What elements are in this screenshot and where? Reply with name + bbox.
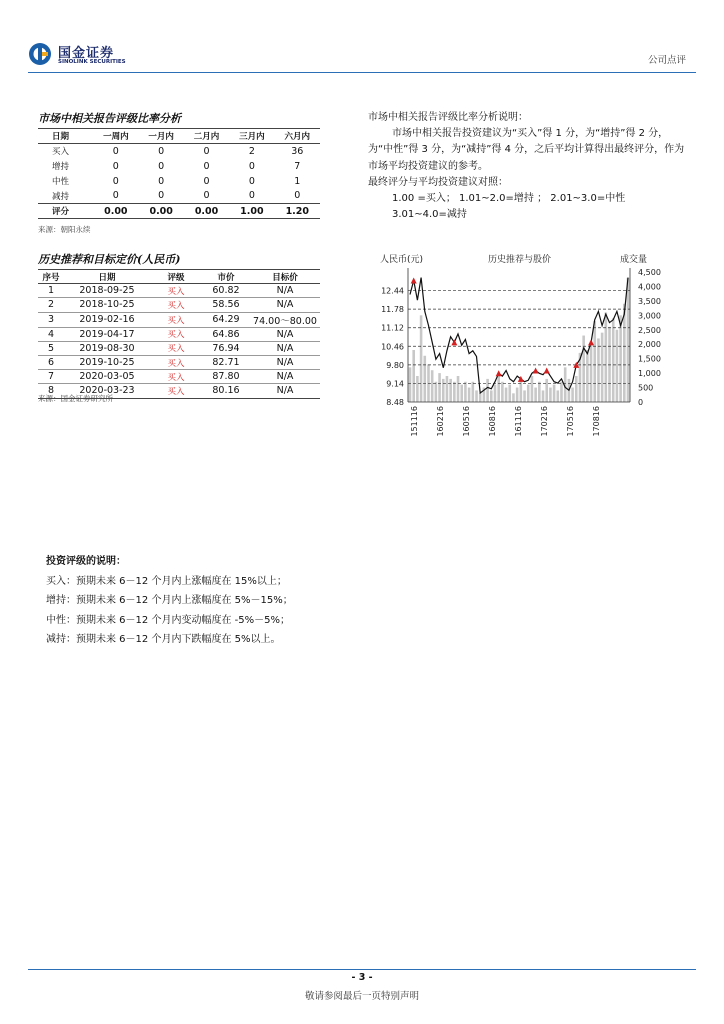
- price-history-chart: [368, 248, 694, 448]
- table-cell: 0: [112, 175, 119, 187]
- row-target: N/A: [276, 371, 294, 383]
- volume-bar: [431, 370, 434, 402]
- row-price: 80.16: [212, 385, 240, 397]
- row-date: 2020-03-23: [79, 385, 135, 397]
- volume-bar: [416, 376, 419, 402]
- row-rating: 买入: [167, 386, 185, 397]
- volume-bar: [582, 336, 585, 402]
- x-tick-label: 170816: [592, 406, 601, 437]
- definition-item: 减持：预期未来 6－12 个月内下跌幅度在 5%以上。: [46, 634, 281, 645]
- rating-marker: [588, 339, 594, 345]
- table-cell: 0: [203, 145, 210, 157]
- volume-bar: [608, 327, 611, 402]
- volume-bar: [531, 376, 534, 402]
- right-tick-label: 3,000: [638, 311, 661, 321]
- x-tick-label: 170516: [566, 406, 575, 437]
- column-header: 一周内: [93, 129, 138, 144]
- table-cell: 0: [248, 190, 255, 202]
- row-target: N/A: [276, 328, 294, 340]
- table-row: [38, 144, 320, 159]
- row-label: 增持: [52, 162, 70, 172]
- row-label: 评分: [38, 204, 93, 219]
- table-cell: 0: [112, 145, 119, 157]
- x-tick-label: 160216: [436, 406, 445, 437]
- table-cell: 0: [112, 160, 119, 172]
- left-tick-label: 12.44: [381, 286, 404, 296]
- definition-item: 增持：预期未来 6－12 个月内上涨幅度在 5%－15%；: [46, 595, 293, 606]
- row-number: 5: [47, 342, 55, 354]
- table-header-row: [38, 129, 320, 144]
- volume-bar: [557, 390, 560, 402]
- row-date: 2019-04-17: [79, 328, 135, 340]
- row-price: 82.71: [212, 357, 240, 369]
- volume-bar: [512, 393, 515, 402]
- volume-bar: [438, 373, 441, 402]
- row-date: 2018-10-25: [79, 299, 135, 311]
- row-target: N/A: [276, 357, 294, 369]
- rating-stats-title: 市场中相关报告评级比率分析: [38, 112, 181, 125]
- x-tick-label: 161116: [514, 406, 523, 437]
- table-row: [38, 189, 320, 204]
- right-tick-label: 2,000: [638, 340, 661, 350]
- logo-icon: [28, 42, 52, 66]
- rating-marker: [411, 277, 417, 283]
- right-tick-label: 500: [638, 383, 654, 393]
- volume-bar: [538, 382, 541, 402]
- rating-marker: [544, 367, 550, 373]
- table-cell: 0: [158, 190, 165, 202]
- volume-bar: [527, 385, 530, 402]
- column-header: 序号: [38, 270, 64, 284]
- right-tick-label: 0: [638, 398, 644, 407]
- row-number: 3: [47, 314, 55, 326]
- volume-bar: [505, 388, 508, 402]
- volume-bar: [449, 379, 452, 402]
- row-price: 64.29: [212, 314, 240, 326]
- column-header: 市价: [202, 270, 250, 284]
- volume-bar: [472, 382, 475, 402]
- volume-bar: [590, 341, 593, 402]
- column-header: 一月内: [139, 129, 184, 144]
- volume-bar: [475, 390, 478, 402]
- volume-bar: [457, 376, 460, 402]
- volume-bar: [464, 382, 467, 402]
- x-tick-label: 170216: [540, 406, 549, 437]
- row-number: 7: [47, 371, 55, 383]
- volume-bar: [545, 379, 548, 402]
- table-row: [38, 159, 320, 174]
- row-target: N/A: [276, 342, 294, 354]
- report-type: 公司点评: [647, 55, 686, 66]
- right-tick-label: 4,000: [638, 282, 661, 292]
- volume-bar: [597, 338, 600, 402]
- volume-bar: [571, 388, 574, 402]
- left-tick-label: 9.80: [386, 360, 404, 370]
- row-target: N/A: [276, 299, 294, 311]
- history-source: 来源：国金证券研究所: [38, 394, 113, 403]
- right-tick-label: 1,000: [638, 369, 661, 379]
- volume-bar: [575, 376, 578, 402]
- volume-bar: [409, 367, 412, 402]
- row-date: 2018-09-25: [79, 285, 135, 297]
- table-row: [38, 341, 320, 355]
- table-cell: 0: [248, 160, 255, 172]
- table-cell: 7: [294, 160, 301, 172]
- table-row: [38, 327, 320, 341]
- company-name-en: SINOLINK SECURITIES: [58, 59, 126, 65]
- x-tick-label: 160516: [462, 406, 471, 437]
- right-tick-label: 1,500: [638, 354, 661, 364]
- history-table: [38, 269, 320, 399]
- row-date: 2019-02-16: [79, 314, 135, 326]
- column-header: 日期: [38, 129, 93, 144]
- volume-bar: [486, 379, 489, 402]
- volume-bar: [442, 379, 445, 402]
- row-rating: 买入: [167, 344, 185, 355]
- volume-bar: [490, 390, 493, 402]
- volume-bar: [560, 382, 563, 402]
- x-tick-label: 160816: [488, 406, 497, 437]
- volume-bar: [534, 388, 537, 402]
- header-rule: [28, 72, 696, 73]
- row-target: N/A: [276, 285, 294, 297]
- row-date: 2020-03-05: [79, 371, 135, 383]
- page-number: - 3 -: [351, 972, 373, 983]
- volume-bar: [516, 388, 519, 402]
- table-cell: 2: [248, 145, 255, 157]
- row-number: 4: [47, 328, 55, 340]
- score-row: [38, 204, 320, 219]
- table-row: [38, 312, 320, 327]
- rating-explanation: [368, 110, 686, 223]
- volume-bar: [553, 385, 556, 402]
- volume-bar: [412, 350, 415, 402]
- table-cell: 0: [203, 190, 210, 202]
- row-price: 64.86: [212, 328, 240, 340]
- table-cell: 0: [112, 190, 119, 202]
- table-row: [38, 355, 320, 369]
- explanation-paragraph: 市场中相关报告投资建议为“买入”得 1 分，为“增持”得 2 分，为“中性”得 3 分，为“减持”得 4 分，之后平均计算得出最终评分，作为市场平均投资建议的参考。: [368, 128, 685, 172]
- volume-bar: [601, 333, 604, 402]
- table-cell: 1: [294, 175, 301, 187]
- company-name-cn: 国金证券: [58, 46, 115, 61]
- row-number: 8: [47, 385, 55, 397]
- volume-bar: [619, 315, 622, 402]
- table-row: [38, 298, 320, 312]
- table-row: [38, 284, 320, 298]
- volume-bar: [423, 356, 426, 402]
- explanation-title: 市场中相关报告评级比率分析说明：: [368, 112, 528, 123]
- volume-bar: [497, 373, 500, 402]
- row-date: 2019-08-30: [79, 342, 135, 354]
- row-rating: 买入: [167, 286, 185, 297]
- column-header: 日期: [64, 270, 150, 284]
- volume-bar: [453, 382, 456, 402]
- table-cell: 1.20: [275, 204, 320, 219]
- volume-bar: [479, 393, 482, 402]
- row-rating: 买入: [167, 330, 185, 341]
- right-axis-label: 成交量: [620, 255, 648, 265]
- volume-bar: [446, 376, 449, 402]
- left-tick-label: 11.78: [381, 305, 404, 315]
- volume-bar: [501, 382, 504, 402]
- table-header-row: [38, 270, 320, 284]
- footer-disclaimer: 敬请参阅最后一页特别声明: [304, 991, 419, 1002]
- row-rating: 买入: [167, 300, 185, 311]
- table-cell: 1.00: [229, 204, 274, 219]
- history-title: 历史推荐和目标定价(人民币): [38, 253, 181, 266]
- table-cell: 0.00: [93, 204, 138, 219]
- definition-item: 买入：预期未来 6－12 个月内上涨幅度在 15%以上；: [46, 575, 287, 587]
- left-tick-label: 10.46: [381, 342, 404, 352]
- table-cell: 36: [291, 145, 304, 157]
- row-price: 58.56: [212, 299, 240, 311]
- right-tick-label: 4,500: [638, 268, 661, 277]
- row-label: 中性: [52, 177, 70, 187]
- row-price: 60.82: [212, 285, 240, 297]
- row-price: 87.80: [212, 371, 240, 383]
- left-axis-label: 人民币(元): [380, 255, 424, 265]
- row-price: 76.94: [212, 342, 240, 354]
- volume-bar: [460, 385, 463, 402]
- table-cell: 0: [158, 145, 165, 157]
- right-tick-label: 2,500: [638, 325, 661, 335]
- left-tick-label: 8.48: [386, 398, 404, 407]
- volume-bar: [435, 382, 438, 402]
- table-cell: 0: [294, 190, 301, 202]
- table-cell: 0: [203, 175, 210, 187]
- definitions-title: 投资评级的说明：: [46, 556, 126, 567]
- mapping-title: 最终评分与平均投资建议对照：: [368, 176, 508, 188]
- row-date: 2019-10-25: [79, 357, 135, 369]
- volume-bar: [494, 385, 497, 402]
- column-header: 目标价: [250, 270, 320, 284]
- volume-bar: [508, 385, 511, 402]
- row-number: 1: [47, 285, 55, 297]
- volume-bar: [523, 390, 526, 402]
- table-row: [38, 174, 320, 189]
- definition-item: 中性：预期未来 6－12 个月内变动幅度在 -5%－5%；: [46, 614, 290, 626]
- rating-stats-source: 来源：朝阳永续: [38, 225, 91, 234]
- row-number: 6: [47, 357, 55, 369]
- row-rating: 买入: [167, 372, 185, 383]
- rating-definitions: [46, 552, 366, 650]
- table-cell: 0: [158, 175, 165, 187]
- table-cell: 0: [158, 160, 165, 172]
- volume-bar: [586, 350, 589, 402]
- table-cell: 0.00: [139, 204, 184, 219]
- volume-bar: [612, 318, 615, 402]
- column-header: 六月内: [275, 129, 320, 144]
- volume-bar: [420, 315, 423, 402]
- footer-rule: [28, 969, 696, 970]
- left-tick-label: 9.14: [386, 379, 404, 389]
- column-header: 二月内: [184, 129, 229, 144]
- mapping-line: 1.00 =买入； 1.01~2.0=增持 ； 2.01~3.0=中性: [392, 193, 626, 205]
- row-label: 买入: [52, 147, 70, 158]
- left-tick-label: 11.12: [381, 323, 404, 333]
- volume-bar: [468, 388, 471, 402]
- rating-marker: [533, 367, 539, 373]
- table-cell: 0.00: [184, 204, 229, 219]
- column-header: 评级: [150, 270, 202, 284]
- chart-title: 历史推荐与股价: [488, 255, 552, 265]
- volume-bar: [520, 379, 523, 402]
- volume-bar: [549, 388, 552, 402]
- row-rating: 买入: [167, 358, 185, 369]
- row-label: 减持: [52, 191, 70, 202]
- volume-bar: [605, 312, 608, 402]
- rating-stats-table: [38, 128, 320, 219]
- volume-bar: [616, 330, 619, 402]
- table-cell: 0: [248, 175, 255, 187]
- row-target: N/A: [276, 385, 294, 397]
- row-number: 2: [47, 299, 55, 311]
- company-logo: [28, 40, 138, 70]
- rating-marker: [496, 370, 502, 376]
- table-cell: 0: [203, 160, 210, 172]
- right-tick-label: 3,500: [638, 296, 661, 306]
- column-header: 三月内: [229, 129, 274, 144]
- mapping-line: 3.01~4.0=减持: [392, 209, 467, 221]
- volume-bar: [542, 390, 545, 402]
- x-tick-label: 151116: [410, 406, 419, 437]
- volume-bar: [593, 321, 596, 402]
- row-rating: 买入: [167, 315, 185, 326]
- row-target: 74.00～80.00: [253, 315, 317, 327]
- table-row: [38, 370, 320, 384]
